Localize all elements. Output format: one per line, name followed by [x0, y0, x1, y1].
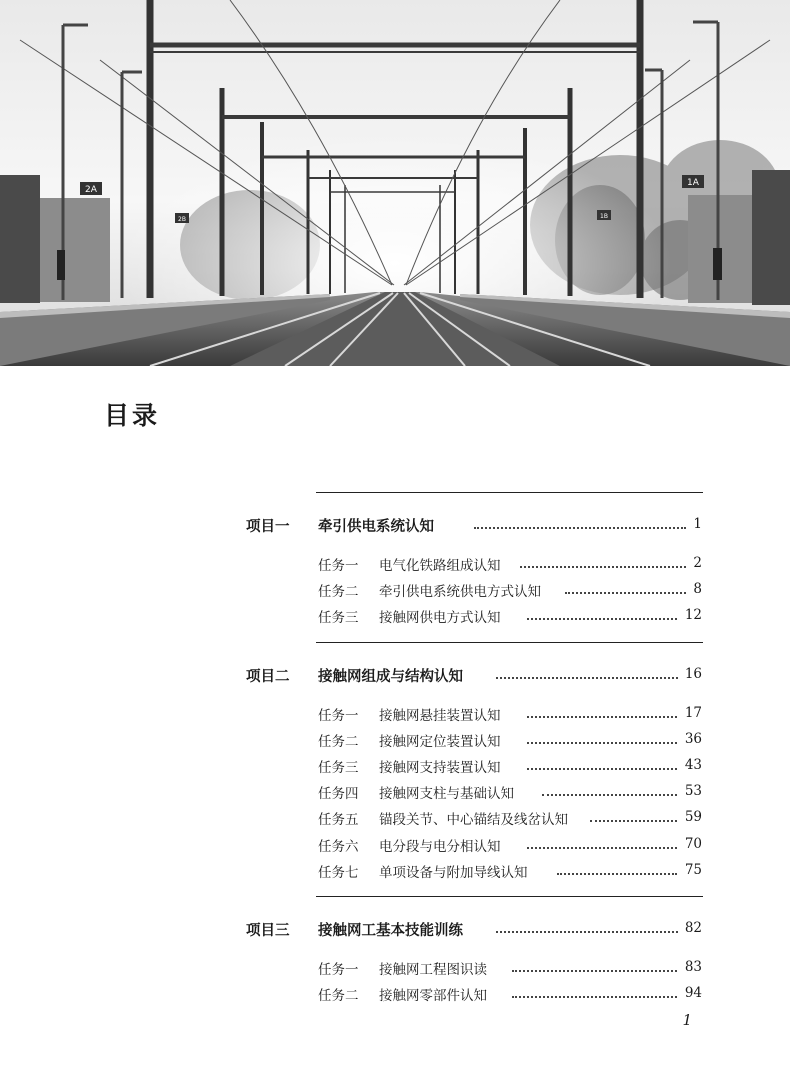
dot-leader	[496, 931, 678, 933]
dot-leader	[557, 873, 677, 875]
task-number: 任务三	[318, 760, 359, 776]
page-number: 17	[684, 705, 702, 721]
task-number: 任务二	[318, 584, 359, 600]
task-title: 接触网工程图识读	[379, 962, 487, 978]
section-rule	[316, 896, 703, 897]
page-number: 82	[684, 920, 702, 936]
toc-task-row[interactable]	[0, 730, 790, 752]
task-title: 牵引供电系统供电方式认知	[379, 584, 541, 600]
project-title: 接触网组成与结构认知	[318, 668, 463, 685]
dot-leader	[520, 566, 686, 568]
dot-leader	[590, 820, 677, 822]
task-title: 锚段关节、中心锚结及线岔认知	[379, 812, 568, 828]
task-title: 单项设备与附加导线认知	[379, 865, 528, 881]
project-number: 项目二	[246, 668, 290, 685]
toc-task-row[interactable]	[0, 580, 790, 602]
task-number: 任务六	[318, 839, 359, 855]
page-number: 59	[684, 809, 702, 825]
dot-leader	[527, 742, 677, 744]
page-number: 36	[684, 731, 702, 747]
project-number: 项目三	[246, 922, 290, 939]
toc-task-row[interactable]	[0, 958, 790, 980]
page-number: 43	[684, 757, 702, 773]
task-title: 接触网供电方式认知	[379, 610, 501, 626]
dot-leader	[527, 618, 677, 620]
project-title: 牵引供电系统认知	[318, 518, 434, 535]
task-title: 电分段与电分相认知	[379, 839, 501, 855]
section-rule	[316, 492, 703, 493]
task-number: 任务一	[318, 708, 359, 724]
toc-task-row[interactable]	[0, 861, 790, 883]
task-number: 任务四	[318, 786, 359, 802]
dot-leader	[565, 592, 686, 594]
page-number: 1	[693, 516, 702, 532]
toc-task-row[interactable]	[0, 835, 790, 857]
task-title: 电气化铁路组成认知	[379, 558, 501, 574]
page-number: 70	[684, 836, 702, 852]
task-number: 任务五	[318, 812, 359, 828]
dot-leader	[527, 847, 677, 849]
task-number: 任务二	[318, 734, 359, 750]
sign-1b: 1B	[600, 213, 608, 220]
task-title: 接触网定位装置认知	[379, 734, 501, 750]
page-number: 83	[684, 959, 702, 975]
task-title: 接触网零部件认知	[379, 988, 487, 1004]
toc-task-row[interactable]	[0, 554, 790, 576]
toc-task-row[interactable]	[0, 606, 790, 628]
dot-leader	[527, 716, 677, 718]
task-number: 任务三	[318, 610, 359, 626]
dot-leader	[527, 768, 677, 770]
task-title: 接触网支持装置认知	[379, 760, 501, 776]
page-number: 75	[684, 862, 702, 878]
sign-2a: 2A	[85, 185, 97, 195]
page-number: 53	[684, 783, 702, 799]
toc-task-row[interactable]	[0, 704, 790, 726]
toc-project-row[interactable]	[0, 919, 790, 941]
task-number: 任务一	[318, 558, 359, 574]
task-title: 接触网支柱与基础认知	[379, 786, 514, 802]
dot-leader	[474, 527, 686, 529]
page-number: 16	[684, 666, 702, 682]
task-number: 任务二	[318, 988, 359, 1004]
dot-leader	[496, 677, 678, 679]
page-number: 8	[693, 581, 702, 597]
task-title: 接触网悬挂装置认知	[379, 708, 501, 724]
dot-leader	[512, 996, 677, 998]
task-number: 任务七	[318, 865, 359, 881]
toc-task-row[interactable]	[0, 756, 790, 778]
toc-task-row[interactable]	[0, 782, 790, 804]
page-number: 12	[684, 607, 702, 623]
toc-heading: 目录	[104, 401, 161, 430]
toc-project-row[interactable]	[0, 515, 790, 537]
toc-project-row[interactable]	[0, 665, 790, 687]
dot-leader	[542, 794, 677, 796]
page-number: 94	[684, 985, 702, 1001]
sign-2b: 2B	[178, 216, 186, 223]
toc-task-row[interactable]	[0, 808, 790, 830]
section-rule	[316, 642, 703, 643]
task-number: 任务一	[318, 962, 359, 978]
project-number: 项目一	[246, 518, 290, 535]
sign-1a: 1A	[687, 178, 699, 188]
project-title: 接触网工基本技能训练	[318, 922, 463, 939]
toc-task-row[interactable]	[0, 984, 790, 1006]
folio-page-number: 1	[682, 1011, 692, 1029]
page-number: 2	[693, 555, 702, 571]
dot-leader	[512, 970, 677, 972]
